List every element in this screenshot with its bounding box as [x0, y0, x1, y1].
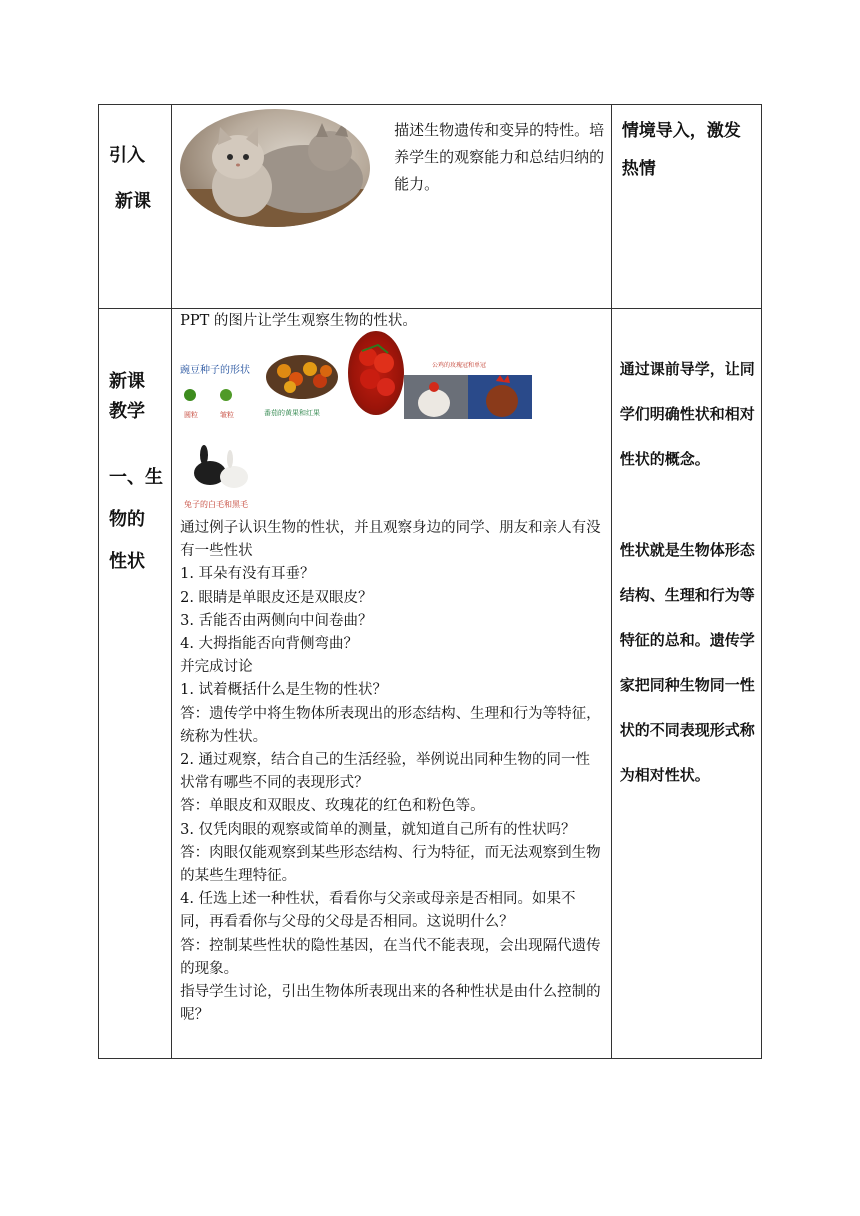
- tomato-caption: 番茄的黄果和红果: [264, 409, 321, 417]
- paragraph: 并完成讨论: [180, 659, 253, 676]
- lesson-plan-table: [98, 104, 762, 1059]
- paragraph: 答：遗传学中将生物体所表现出的形态结构、生理和行为等特征，统称为性状。: [180, 705, 601, 745]
- section-label-line5: 性状: [109, 551, 145, 572]
- paragraph: 2. 眼睛是单眼皮还是双眼皮？: [180, 589, 373, 606]
- paragraph: 答：单眼皮和双眼皮、玫瑰花的红色和粉色等。: [180, 798, 485, 815]
- pea-title: 豌豆种子的形状: [180, 365, 251, 376]
- goal-cell-intro: [611, 105, 761, 309]
- intro-goal: 情境导入，激发热情: [621, 121, 741, 179]
- discussion-text: [172, 511, 611, 1027]
- section-label-line1: 引入: [109, 145, 145, 166]
- paragraph: 指导学生讨论，引出生物体所表现出来的各种性状是由什么控制的呢？: [180, 984, 601, 1024]
- intro-row: [99, 105, 762, 309]
- pea-round-label: 圆粒: [184, 411, 199, 419]
- paragraph: 3. 仅凭肉眼的观察或简单的测量，就知道自己所有的性状吗？: [180, 821, 576, 838]
- content-cell-intro: [172, 105, 612, 309]
- paragraph: 通过例子认识生物的性状，并且观察身边的同学、朋友和亲人有没有一些性状: [180, 520, 601, 560]
- goal-cell-teaching: [611, 309, 761, 1059]
- pea-shape-image: [178, 361, 264, 431]
- section-cell-teaching: [99, 309, 172, 1059]
- rooster-caption: 公鸡的玫瑰冠和单冠: [432, 362, 487, 369]
- content-cell-teaching: [172, 309, 612, 1059]
- rabbit-caption: 兔子的白毛和黑毛: [184, 500, 249, 509]
- red-tomato-image: [348, 331, 404, 415]
- paragraph: 答：肉眼仅能观察到某些形态结构、行为特征，而无法观察到生物的某些生理特征。: [180, 844, 601, 885]
- teaching-row: [99, 309, 762, 1059]
- section-label-line4: 物的: [109, 509, 145, 530]
- paragraph: 4. 大拇指能否向背侧弯曲？: [180, 636, 359, 653]
- paragraph: 3. 舌能否由两侧向中间卷曲？: [180, 612, 373, 629]
- section-label-line2: 新课: [115, 191, 151, 212]
- goal-definition: 性状就是生物体形态结构、生理和行为等特征的总和。遗传学家把同种生物同一性状的不同表现形式称为相对性状。: [619, 541, 755, 784]
- rooster-image: [404, 359, 532, 423]
- goal-guidance: 通过课前导学，让同学们明确性状和相对性状的概念。: [619, 360, 755, 468]
- paragraph: 1. 耳朵有没有耳垂？: [180, 566, 315, 583]
- section-cell-intro: [99, 105, 172, 309]
- paragraph: 答：控制某些性状的隐性基因，在当代不能表现，会出现隔代遗传的现象。: [180, 937, 601, 977]
- section-label-line1: 新课: [109, 371, 145, 392]
- intro-description: 描述生物遗传和变异的特性。培养学生的观察能力和总结归纳的能力。: [394, 121, 605, 193]
- cats-photo: [180, 109, 370, 227]
- ppt-intro: PPT 的图片让学生观察生物的性状。: [180, 313, 417, 329]
- rabbit-image: [180, 441, 270, 513]
- paragraph: 2. 通过观察，结合自己的生活经验，举例说出同种生物的同一性状常有哪些不同的表现形式？: [180, 752, 591, 792]
- trait-images: [172, 331, 611, 511]
- pea-wrinkled-label: 皱粒: [220, 411, 235, 419]
- paragraph: 4. 任选上述一种性状，看看你与父亲或母亲是否相同。如果不同，再看看你与父母的父母是否相同。这说明什么？: [180, 891, 576, 931]
- tomato-image: [262, 353, 348, 423]
- section-label-line2: 教学: [109, 401, 145, 422]
- section-label-line3: 一、生: [109, 467, 163, 488]
- paragraph: 1. 试着概括什么是生物的性状？: [180, 682, 388, 699]
